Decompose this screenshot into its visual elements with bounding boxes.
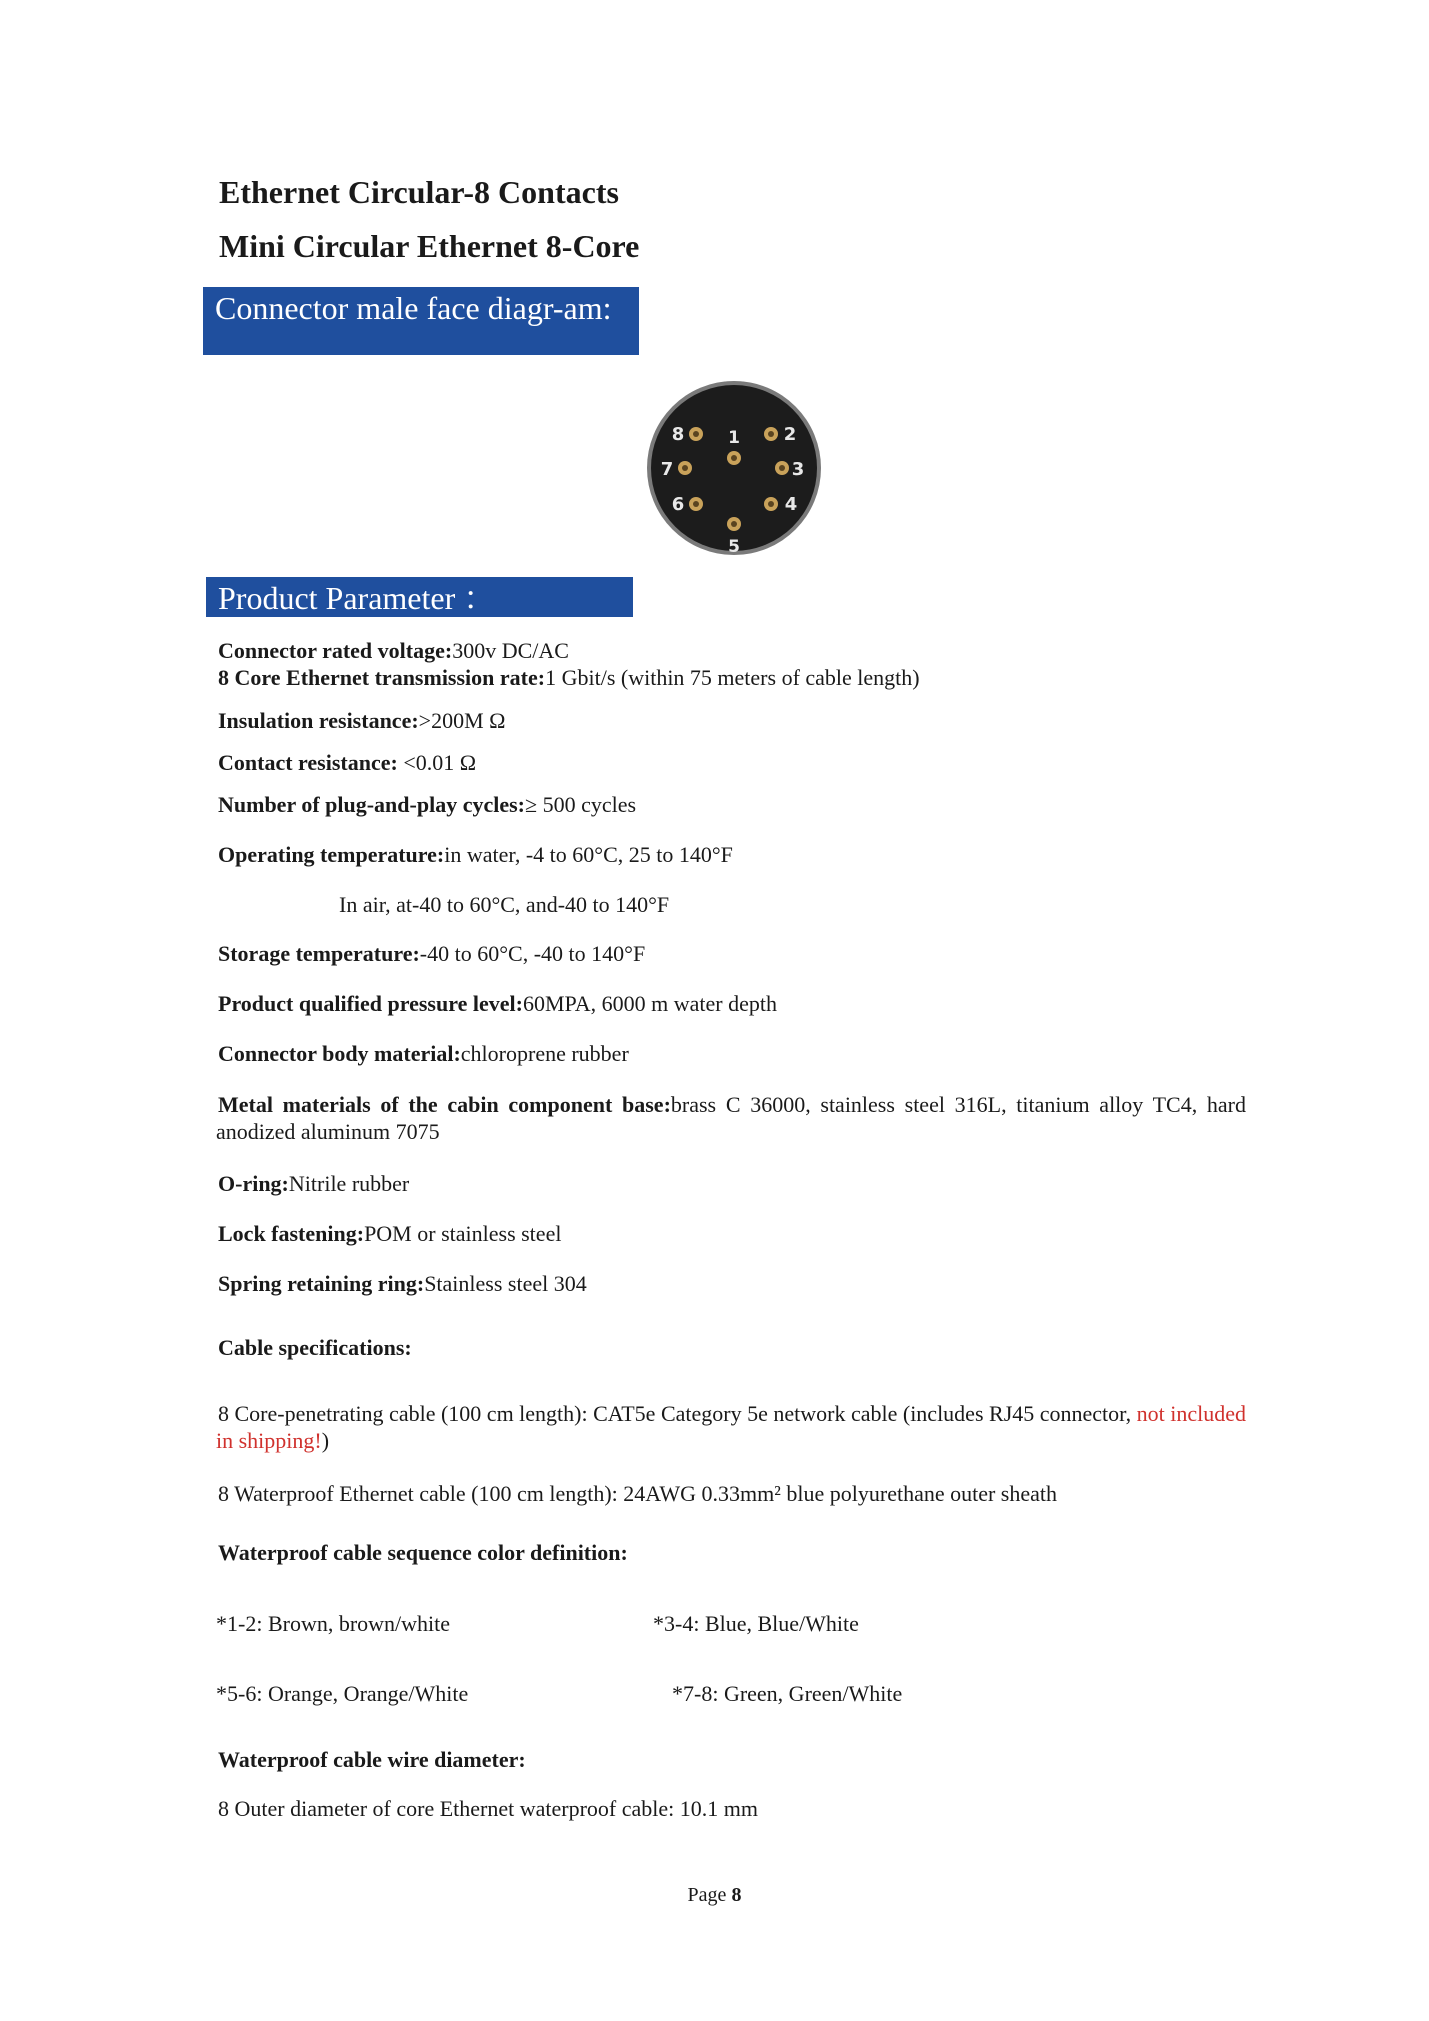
param-value: Stainless steel 304 [424,1271,587,1296]
core-cable-close: ) [321,1428,330,1453]
wire-diameter-heading: Waterproof cable wire diameter: [218,1747,526,1772]
color-pair-5-6: *5-6: Orange, Orange/White [216,1681,469,1706]
param-label: Insulation resistance: [218,708,419,733]
pin-label-4: 4 [784,494,798,515]
param-storage-temperature [218,940,645,967]
param-value: 1 Gbit/s (within 75 meters of cable length) [545,665,920,690]
shipping-note: not included in shipping! [216,1401,1247,1453]
pin-label-5: 5 [728,537,740,557]
param-value: <0.01 Ω [403,750,477,775]
param-value: 300v DC/AC [452,638,569,663]
param-rated-voltage [218,637,569,664]
core-cable-spec [216,1400,1246,1454]
param-insulation-resistance [218,707,506,734]
color-pair-1-2: *1-2: Brown, brown/white [216,1611,451,1636]
param-label: Number of plug-and-play cycles: [218,792,525,817]
product-parameter-banner: Product Parameter ： [206,577,633,617]
param-label: Storage temperature: [218,941,420,966]
cable-specifications-heading: Cable specifications: [218,1335,412,1360]
param-body-material [218,1040,629,1067]
param-label: O-ring: [218,1171,289,1196]
param-value: ≥ 500 cycles [525,792,637,817]
waterproof-cable-spec: 8 Waterproof Ethernet cable (100 cm length): 24AWG 0.33mm² blue polyurethane outer sheath [218,1481,1058,1506]
param-label: Product qualified pressure level: [218,991,523,1016]
color-pair-3-4: *3-4: Blue, Blue/White [653,1611,859,1636]
color-definition-heading: Waterproof cable sequence color definition: [218,1540,628,1565]
param-transmission-rate [218,664,920,691]
page-label: Page [687,1884,732,1906]
pin-label-8: 8 [671,424,685,445]
param-value: Nitrile rubber [288,1171,410,1196]
param-value: >200M Ω [418,708,506,733]
param-contact-resistance [218,749,476,776]
page-number: 8 [731,1884,742,1906]
param-label: Lock fastening: [218,1221,365,1246]
pin-label-2: 2 [783,424,797,445]
param-label: Operating temperature: [218,842,445,867]
param-label: Connector rated voltage: [218,638,453,663]
param-operating-temperature [218,841,733,868]
color-pair-7-8: *7-8: Green, Green/White [672,1681,903,1706]
param-spring-retaining-ring [218,1270,587,1297]
param-label: Connector body material: [218,1041,461,1066]
pin-label-6: 6 [671,494,685,515]
param-o-ring [218,1170,409,1197]
param-value: chloroprene rubber [460,1041,629,1066]
connector-diagram-banner: Connector male face diagr-am: [203,287,639,355]
param-value: brass C 36000, stainless steel 316L, titanium alloy TC4, hard anodized aluminum 7075 [216,1092,1246,1144]
wire-diameter-text: 8 Outer diameter of core Ethernet waterproof cable: 10.1 mm [218,1796,758,1821]
pin-label-3: 3 [791,459,805,480]
param-lock-fastening [218,1220,561,1247]
pin-label-7: 7 [660,459,674,480]
param-label: Spring retaining ring: [218,1271,425,1296]
param-label: Metal materials of the cabin component base: [218,1092,671,1117]
param-plug-cycles [218,791,636,818]
param-value: In air, at-40 to 60°C, and-40 to 140°F [339,892,670,917]
param-value: 60MPA, 6000 m water depth [522,991,777,1016]
param-value: -40 to 60°C, -40 to 140°F [419,941,646,966]
param-metal-materials [216,1091,1246,1145]
core-cable-text: 8 Core-penetrating cable (100 cm length): CAT5e Category 5e network cable (includes RJ45 connector, [218,1401,1132,1426]
pin-label-1: 1 [728,428,740,448]
param-pressure-level [218,990,777,1017]
param-value: in water, -4 to 60°C, 25 to 140°F [444,842,733,867]
param-value: POM or stainless steel [364,1221,562,1246]
connector-face-diagram [640,380,830,560]
page-footer [0,1884,1429,1907]
param-label: 8 Core Ethernet transmission rate: [218,665,546,690]
document-title: Ethernet Circular-8 Contacts [219,174,619,210]
param-label: Contact resistance: [218,750,404,775]
param-operating-temperature-air [339,891,669,918]
document-subtitle: Mini Circular Ethernet 8-Core [219,228,640,264]
